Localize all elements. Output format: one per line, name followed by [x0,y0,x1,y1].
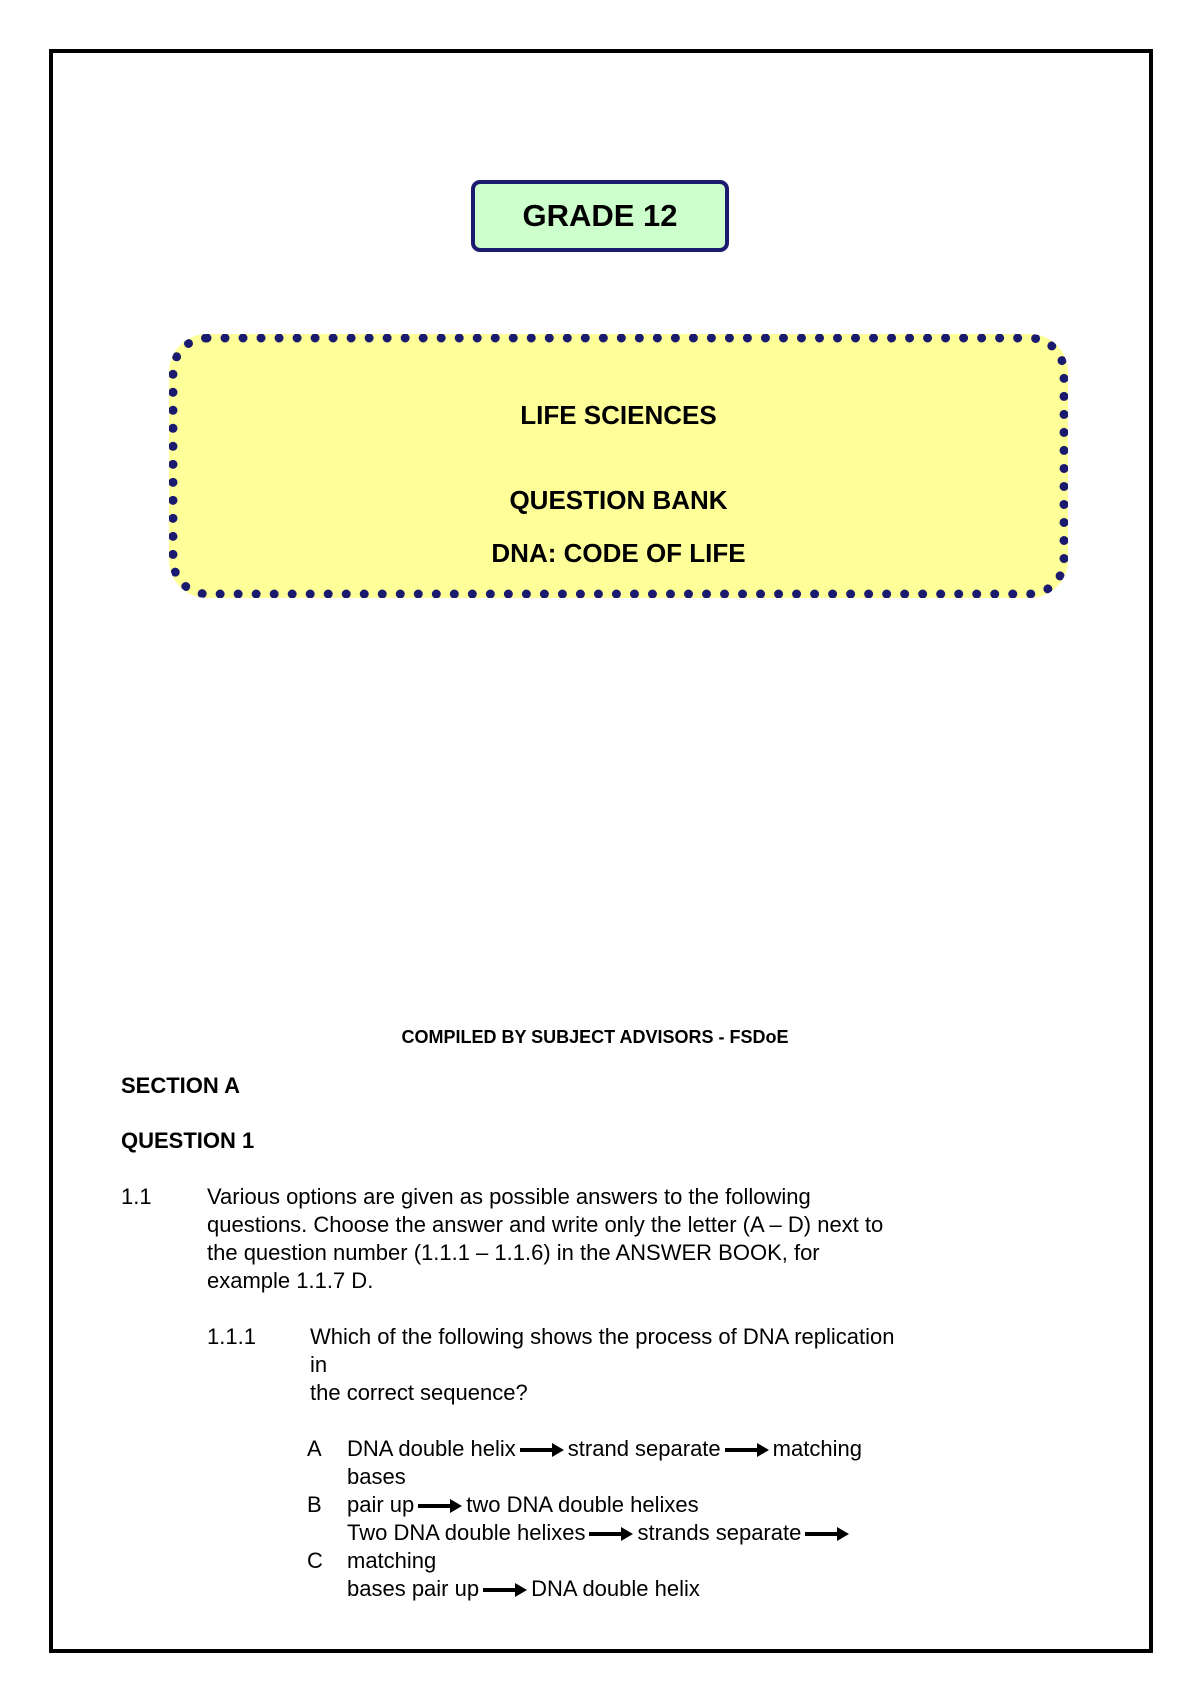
instruction-line: the question number (1.1.1 – 1.1.6) in the ANSWER BOOK, for [207,1240,820,1265]
instruction-line: questions. Choose the answer and write only the letter (A – D) next to [207,1212,884,1237]
option-text: pair up [347,1492,415,1517]
option-c-line [347,1575,700,1603]
section-heading: SECTION A [121,1073,240,1098]
instruction-line: example 1.1.7 D. [207,1268,374,1293]
option-text: matching [772,1436,862,1461]
right-arrow-icon [483,1583,527,1597]
option-b-line-2 [347,1519,853,1547]
question-number: 1.1 [121,1184,152,1209]
option-text: DNA double helix [531,1576,700,1601]
subject-title: LIFE SCIENCES [520,400,717,430]
question-stem: the correct sequence? [310,1380,528,1405]
option-text: bases [347,1464,406,1489]
question-stem: in [310,1352,328,1377]
topic-title: DNA: CODE OF LIFE [491,538,746,568]
option-text: matching [347,1548,437,1573]
right-arrow-icon [805,1527,849,1541]
title-banner [169,334,1068,598]
page-border [49,49,1153,1653]
question-stem: Which of the following shows the process of DNA replication [310,1324,895,1349]
doc-type-title: QUESTION BANK [509,485,728,515]
option-letter-c: C [307,1548,323,1573]
right-arrow-icon [589,1527,633,1541]
option-b-line [347,1491,699,1519]
option-a-line [347,1435,862,1463]
option-text: Two DNA double helixes [347,1520,586,1545]
right-arrow-icon [520,1443,564,1457]
option-text: strands separate [637,1520,802,1545]
sub-question-number: 1.1.1 [207,1324,256,1349]
instruction-line: Various options are given as possible answers to the following [207,1184,811,1209]
grade-badge [471,180,729,252]
option-text: DNA double helix [347,1436,516,1461]
option-letter-b: B [307,1492,322,1517]
option-text: strand separate [567,1436,721,1461]
grade-label: GRADE 12 [522,198,678,233]
option-letter-a: A [307,1436,322,1461]
option-text: two DNA double helixes [466,1492,699,1517]
option-text: bases pair up [347,1576,480,1601]
right-arrow-icon [418,1499,462,1513]
right-arrow-icon [725,1443,769,1457]
question-heading: QUESTION 1 [121,1128,255,1153]
compiled-by: COMPILED BY SUBJECT ADVISORS - FSDoE [401,1027,789,1047]
